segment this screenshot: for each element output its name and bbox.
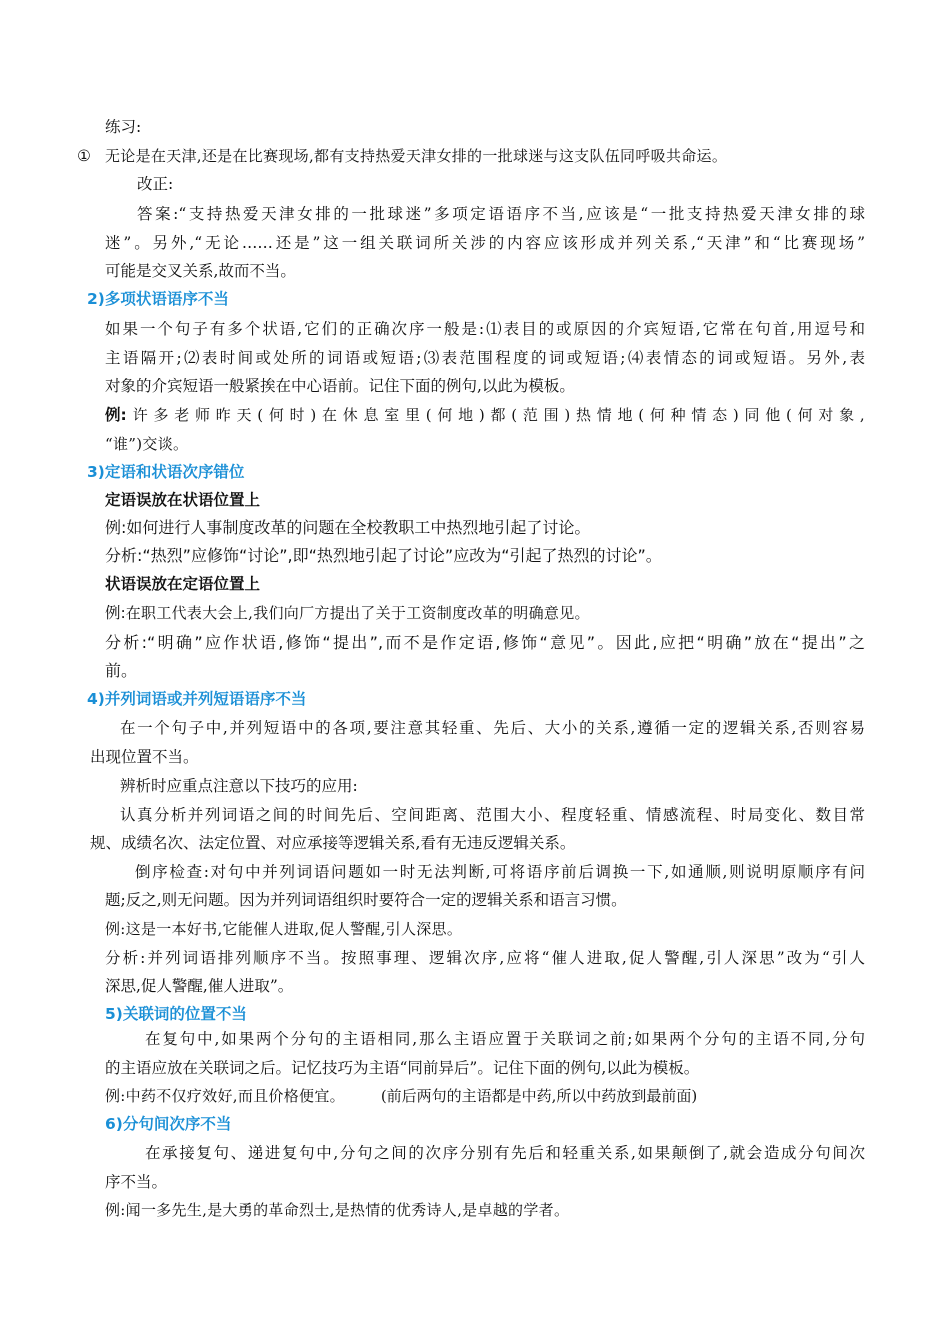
s4-p1-line-1: 在一个句子中,并列短语中的各项,要注意其轻重、先后、大小的关系,遵循一定的逻辑关系,否则容易 [120, 719, 865, 737]
s3-example-2-text: 在职工代表大会上,我们向厂方提出了关于工资制度改革的明确意见。 [125, 604, 590, 622]
s4-p3-line-2: 规、成绩名次、法定位置、对应承接等逻辑关系,看有无违反逻辑关系。 [90, 834, 576, 852]
s6-p-line-2: 序不当。 [105, 1173, 168, 1191]
s4-p3-line-1: 认真分析并列词语之间的时间先后、空间距离、范围大小、程度轻重、情感流程、时局变化、数目常 [120, 806, 865, 824]
s2-paragraph-line-1: 如果一个句子有多个状语,它们的正确次序一般是:⑴表目的或原因的介宾短语,它常在句首,用逗号和 [105, 320, 865, 338]
s2-example-line-2: “谁”)交谈。 [105, 435, 189, 453]
s6-p-line-1: 在承接复句、递进复句中,分句之间的次序分别有先后和轻重关系,如果颠倒了,就会造成分句间次 [145, 1144, 865, 1162]
exercise-label: 练习: [105, 118, 142, 136]
s3-analysis-2-line-1: 分析:“明确”应作状语,修饰“提出”,而不是作定语,修饰“意见”。因此,应把“明确”放在“提出”之 [105, 633, 865, 652]
answer-line-2: 迷”。另外,“无论……还是”这一组关联词所关涉的内容应该形成并列关系,“天津”和“比赛现场” [105, 234, 865, 252]
s4-p4-line-2: 题;反之,则无问题。因为并列词语组织时要符合一定的逻辑关系和语言习惯。 [105, 891, 627, 909]
section-4-heading: 4)并列词语或并列短语语序不当 [87, 690, 307, 708]
exercise-number: ① [77, 147, 91, 165]
answer-line-1: 答案:“支持热爱天津女排的一批球迷”多项定语语序不当,应该是“一批支持热爱天津女排的球 [137, 205, 865, 223]
section-2-heading: 2)多项状语语序不当 [87, 290, 229, 308]
s3-subheading-attributive: 定语误放在状语位置上 [105, 491, 261, 509]
s2-paragraph-line-2: 主语隔开;⑵表时间或处所的词语或短语;⑶表范围程度的词或短语;⑷表情态的词或短语。另外,表 [105, 349, 865, 367]
s5-note: (前后两句的主语都是中药,所以中药放到最前面) [380, 1087, 698, 1105]
s6-example: 例:闻一多先生,是大勇的革命烈士,是热情的优秀诗人,是卓越的学者。 [105, 1201, 570, 1219]
s4-analysis-line-1: 分析:并列词语排列顺序不当。按照事理、逻辑次序,应将“催人进取,促人警醒,引人深思”改为“引人 [105, 949, 865, 967]
s5-p-line-1: 在复句中,如果两个分句的主语相同,那么主语应置于关联词之前;如果两个分句的主语不同,分句 [145, 1030, 865, 1048]
s2-example-label: 例: [105, 406, 127, 424]
exercise-sentence: 无论是在天津,还是在比赛现场,都有支持热爱天津女排的一批球迷与这支队伍同呼吸共命运。 [105, 147, 728, 165]
section-6-heading: 6)分句间次序不当 [105, 1115, 232, 1133]
fix-label: 改正: [137, 175, 174, 193]
s4-analysis-line-2: 深思,促人警醒,催人进取”。 [105, 977, 294, 995]
s5-example-line [105, 1085, 697, 1107]
section-3-heading: 3)定语和状语次序错位 [87, 463, 245, 481]
s4-p1-line-2: 出现位置不当。 [90, 748, 199, 766]
s4-p4-line-1: 倒序检查:对句中并列词语问题如一时无法判断,可将语序前后调换一下,如通顺,则说明原顺序有问 [135, 863, 865, 881]
section-5-heading: 5)关联词的位置不当 [105, 1005, 247, 1023]
s3-example-2 [105, 602, 590, 624]
s5-example: 例:中药不仅疗效好,而且价格便宜。 [105, 1087, 345, 1105]
s3-analysis-1: 分析:“热烈”应修饰“讨论”,即“热烈地引起了讨论”应改为“引起了热烈的讨论”。 [105, 546, 662, 565]
s3-example-1: 例:如何进行人事制度改革的问题在全校教职工中热烈地引起了讨论。 [105, 518, 591, 537]
s4-example: 例:这是一本好书,它能催人进取,促人警醒,引人深思。 [105, 920, 463, 938]
answer-line-3: 可能是交叉关系,故而不当。 [105, 262, 296, 280]
s4-p2: 辨析时应重点注意以下技巧的应用: [120, 777, 358, 795]
s2-example-line-1 [105, 404, 865, 426]
s3-example-2-label: 例: [105, 604, 126, 622]
s5-p-line-2: 的主语应放在关联词之后。记忆技巧为主语“同前异后”。记住下面的例句,以此为模板。 [105, 1059, 700, 1077]
s2-paragraph-line-3: 对象的介宾短语一般紧挨在中心语前。记住下面的例句,以此为模板。 [105, 377, 575, 395]
s3-analysis-2-line-2: 前。 [105, 661, 138, 680]
s3-subheading-adverbial: 状语误放在定语位置上 [105, 575, 261, 593]
s2-example-text: 许多老师昨天(何时)在休息室里(何地)都(范围)热情地(何种情态)同他(何对象, [132, 406, 865, 424]
